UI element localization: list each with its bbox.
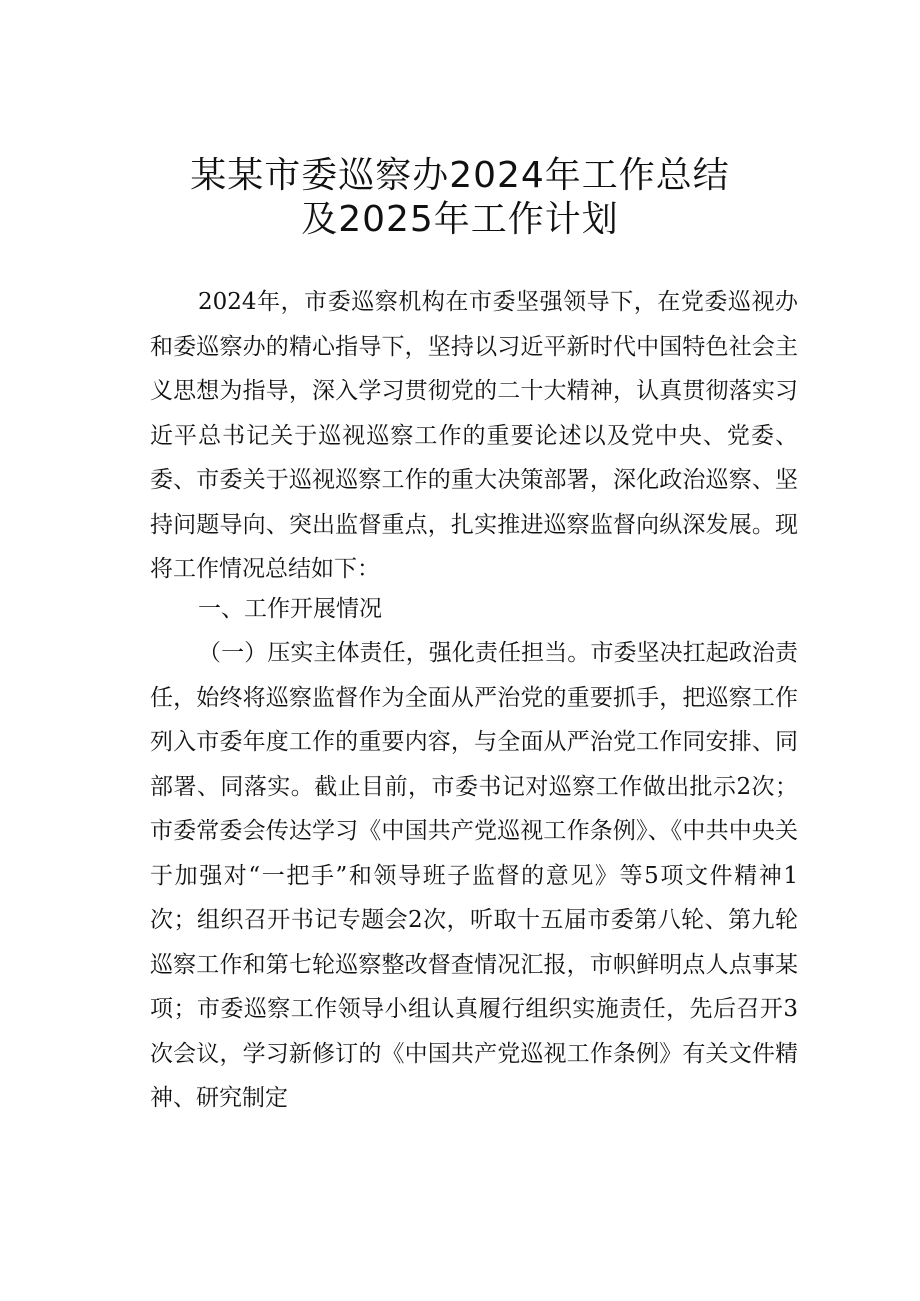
section-heading: 一、工作开展情况 bbox=[198, 596, 382, 622]
section-paragraph: （一）压实主体责任，强化责任担当。市委坚决扛起政治责任，始终将巡察监督作为全面从严治党的重要抓手，把巡察工作列入市委年度工作的重要内容，与全面从严治党工作同安排、同部署、同落实。截止目前，市委书记对巡察工作做出批示2次；市委常委会传达学习《中国共产党巡视工作条例》、《中共中央关于加强对“一把手”和领导班子监督的意见》等5项文件精神1次；组织召开书记专题会2次，听取十五届市委第八轮、第九轮巡察工作和第七轮巡察整改督查情况汇报，市帜鲜明点人点事某项；市委巡察工作领导小组认真履行组织实施责任，先后召开3次会议，学习新修订的《中国共产党巡视工作条例》有关文件精神、研究制定 bbox=[150, 640, 798, 1111]
document-title-line2: 及2025年工作计划 bbox=[301, 199, 619, 240]
document-title-line1: 某某市委巡察办2024年工作总结 bbox=[190, 155, 730, 196]
intro-paragraph: 2024年，市委巡察机构在市委坚强领导下，在党委巡视办和委巡察办的精心指导下，坚持以习近平新时代中国特色社会主义思想为指导，深入学习贯彻党的二十大精神，认真贯彻落实习近平总书记关于巡视巡察工作的重要论述以及党中央、党委、委、市委关于巡视巡察工作的重大决策部署，深化政治巡察、坚持问题导向、突出监督重点，扎实推进巡察监督向纵深发展。现将工作情况总结如下： bbox=[150, 289, 798, 582]
